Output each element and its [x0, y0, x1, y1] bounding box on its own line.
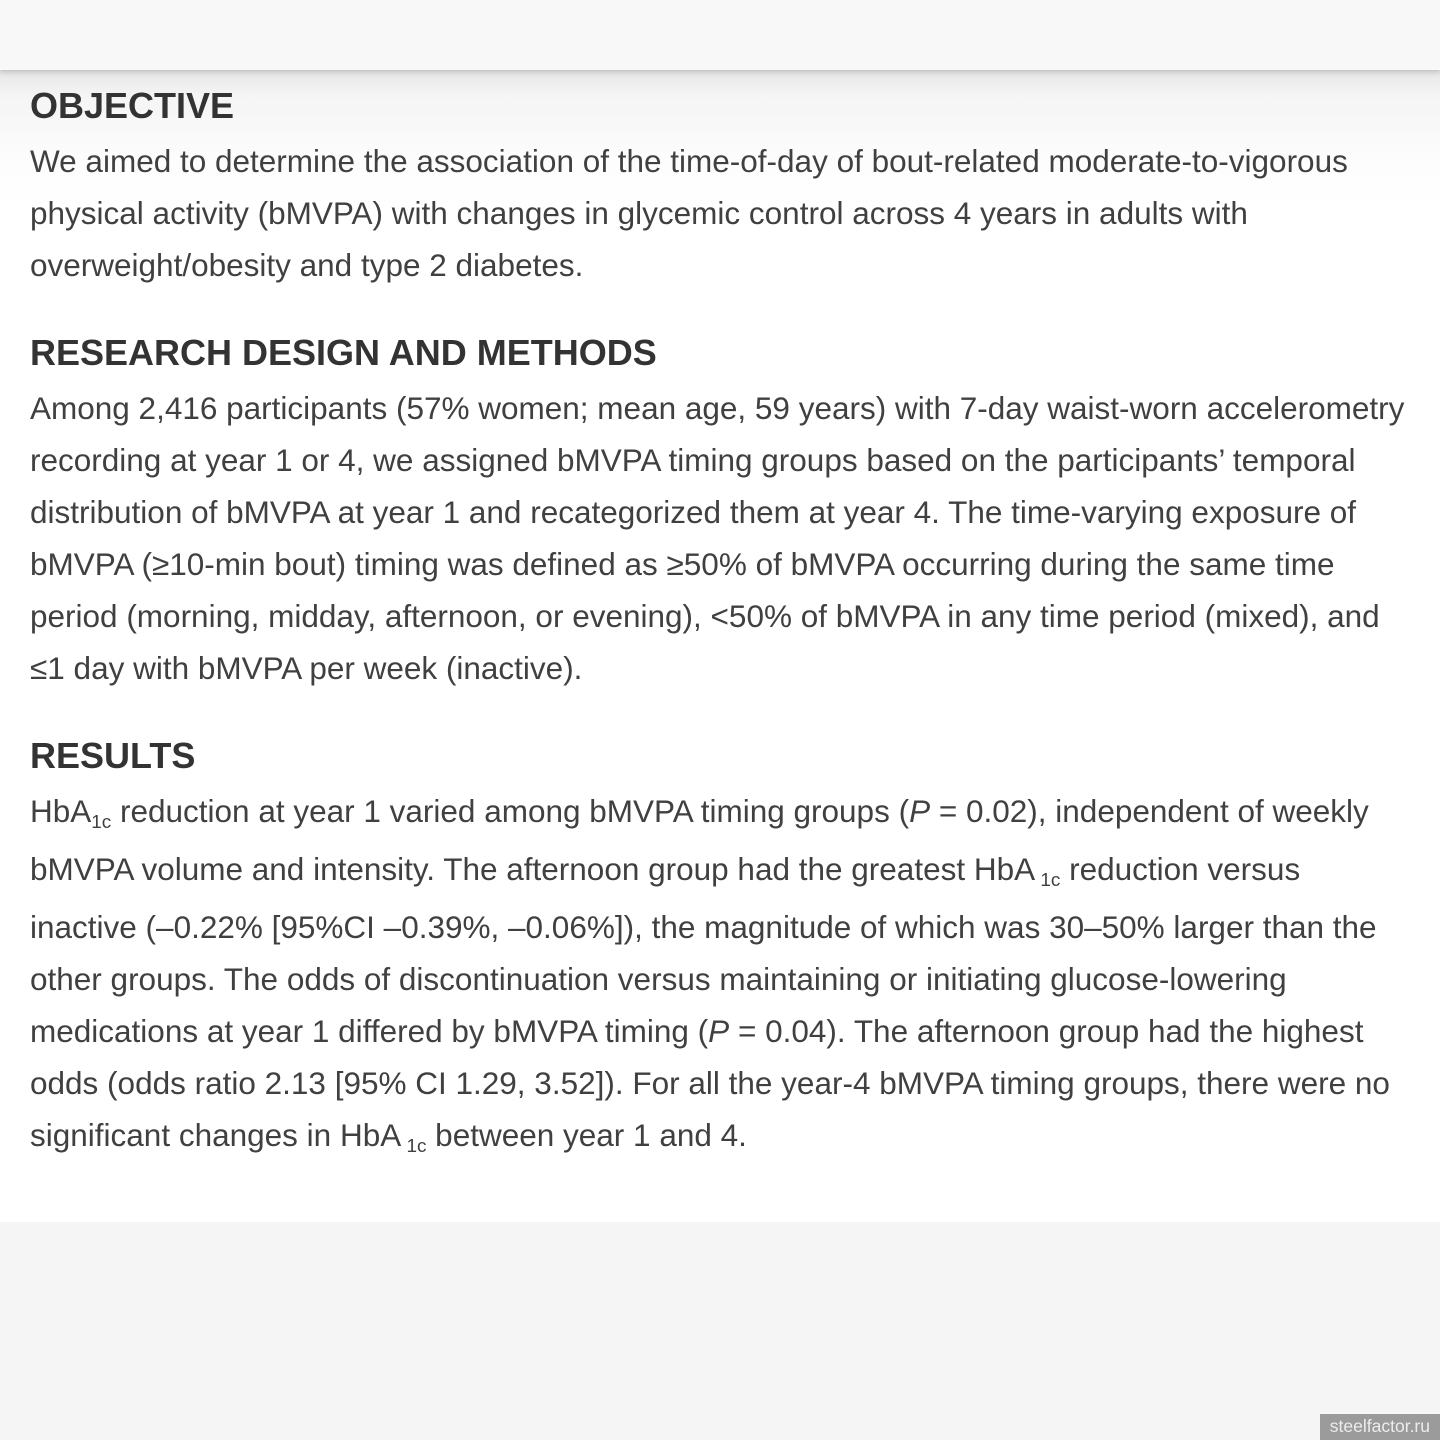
- abstract-content: [0, 70, 1440, 1222]
- section-methods: [30, 331, 1412, 694]
- p-value-italic: P: [909, 793, 931, 829]
- hba1c-subscript: 1c: [1035, 870, 1061, 892]
- methods-body: [30, 382, 1412, 694]
- text-segment: = 0.04). The afternoon group had the highest odds (odds ratio 2.13 [95% CI 1.29, 3.52]). For all the year-4 bMVPA timing groups, there were no significant changes in HbA: [30, 1013, 1390, 1153]
- text-segment: reduction versus inactive (–0.22% [95%CI –0.39%, –0.06%]), the magnitude of which was 30–50% larger than the other groups. The odds of discontinuation versus maintaining or initiating glucose-lowering medications at year 1 differed by bMVPA timing (: [30, 851, 1377, 1049]
- text-segment: = 0.02), independent of weekly bMVPA volume and intensity. The afternoon group had the greatest HbA: [30, 793, 1369, 887]
- hba1c-subscript: 1c: [401, 1136, 427, 1158]
- text-segment: between year 1 and 4.: [426, 1117, 747, 1153]
- results-body: [30, 785, 1412, 1167]
- section-results: [30, 734, 1412, 1167]
- results-heading: RESULTS: [30, 735, 196, 776]
- watermark: steelfactor.ru: [1320, 1414, 1440, 1440]
- text-segment: We aimed to determine the association of the time-of-day of bout-related moderate-to-vigorous physical activity (bMVPA) with changes in glycemic control across 4 years in adults with overweight/obesity and type 2 diabetes.: [30, 143, 1348, 283]
- section-objective: [30, 84, 1412, 291]
- objective-heading: OBJECTIVE: [30, 85, 235, 126]
- top-band: [0, 0, 1440, 70]
- bottom-band: [0, 1222, 1440, 1440]
- text-segment: HbA: [30, 793, 92, 829]
- methods-heading: RESEARCH DESIGN AND METHODS: [30, 332, 657, 373]
- p-value-italic: P: [708, 1013, 730, 1049]
- text-segment: Among 2,416 participants (57% women; mean age, 59 years) with 7-day waist-worn accelerometry recording at year 1 or 4, we assigned bMVPA timing groups based on the participants’ temporal distribution of bMVPA at year 1 and recategorized them at year 4. The time-varying exposure of bMVPA (≥10-min bout) timing was defined as ≥50% of bMVPA occurring during the same time period (morning, midday, afternoon, or evening), <50% of bMVPA in any time period (mixed), and ≤1 day with bMVPA per week (inactive).: [30, 390, 1405, 686]
- objective-body: [30, 135, 1412, 291]
- text-segment: reduction at year 1 varied among bMVPA timing groups (: [111, 793, 910, 829]
- hba1c-subscript: 1c: [91, 812, 112, 834]
